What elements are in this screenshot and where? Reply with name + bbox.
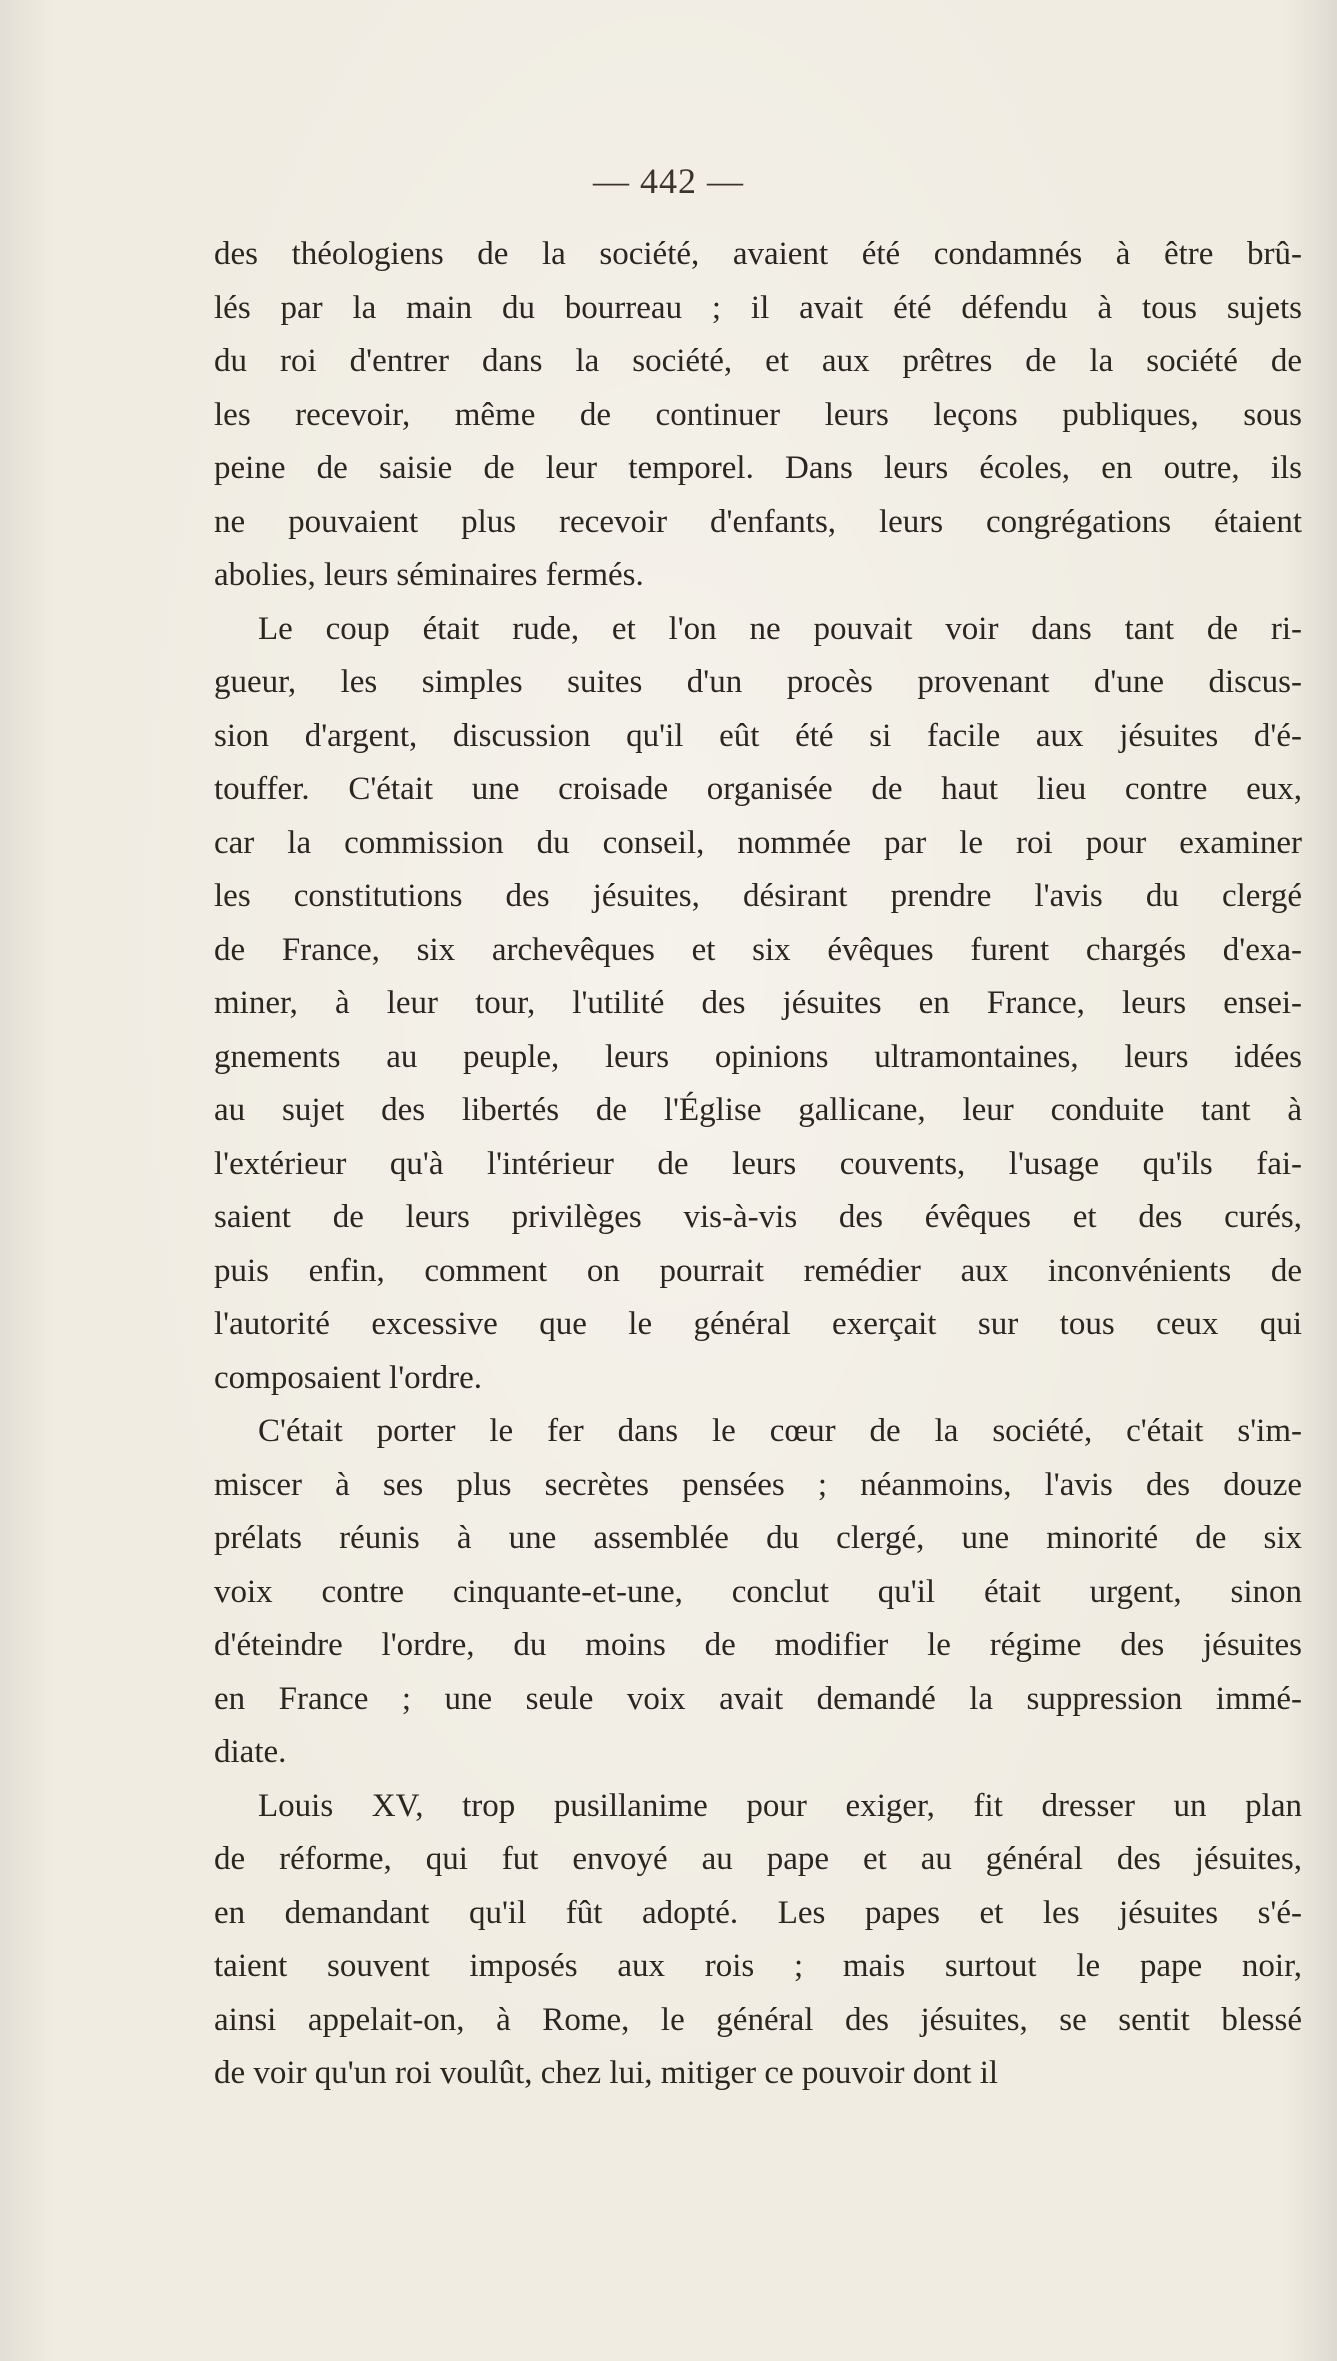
text-line: taient souvent imposés aux rois ; mais surtout le pape noir,	[214, 1948, 1302, 1984]
text-line: car la commission du conseil, nommée par le roi pour examiner	[214, 824, 1302, 861]
text-line: des théologiens de la société, avaient été condamnés à être brû-	[214, 236, 1302, 272]
text-line: en demandant qu'il fût adopté. Les papes et les jésuites s'é-	[214, 1894, 1302, 1931]
text-line: miner, à leur tour, l'utilité des jésuites en France, leurs ensei-	[214, 985, 1302, 1021]
text-line: en France ; une seule voix avait demandé la suppression immé-	[214, 1680, 1302, 1717]
paragraph	[214, 228, 1302, 603]
text-line: ainsi appelait-on, à Rome, le général des jésuites, se sentit blessé	[214, 2001, 1302, 2038]
text-line: gnements au peuple, leurs opinions ultramontaines, leurs idées	[214, 1038, 1302, 1075]
text-line: prélats réunis à une assemblée du clergé, une minorité de six	[214, 1520, 1302, 1556]
text-line: ne pouvaient plus recevoir d'enfants, leurs congrégations étaient	[214, 503, 1302, 540]
text-line: peine de saisie de leur temporel. Dans leurs écoles, en outre, ils	[214, 450, 1302, 486]
text-line: de réforme, qui fut envoyé au pape et au général des jésuites,	[214, 1841, 1302, 1877]
text-line: voix contre cinquante-et-une, conclut qu'il était urgent, sinon	[214, 1573, 1302, 1610]
text-line: lés par la main du bourreau ; il avait été défendu à tous sujets	[214, 289, 1302, 326]
text-line: miscer à ses plus secrètes pensées ; néanmoins, l'avis des douze	[214, 1466, 1302, 1503]
paragraph	[214, 1405, 1302, 1780]
text-line: l'autorité excessive que le général exerçait sur tous ceux qui	[214, 1306, 1302, 1342]
text-line: l'extérieur qu'à l'intérieur de leurs couvents, l'usage qu'ils fai-	[214, 1145, 1302, 1182]
text-line: sion d'argent, discussion qu'il eût été si facile aux jésuites d'é-	[214, 717, 1302, 754]
paragraph	[214, 1780, 1302, 2101]
text-line: au sujet des libertés de l'Église gallicane, leur conduite tant à	[214, 1092, 1302, 1128]
text-line: composaient l'ordre.	[214, 1359, 483, 1396]
text-line: puis enfin, comment on pourrait remédier aux inconvénients de	[214, 1252, 1302, 1289]
paragraph	[214, 603, 1302, 1406]
text-line: de France, six archevêques et six évêques furent chargés d'exa-	[214, 931, 1302, 968]
text-line: gueur, les simples suites d'un procès provenant d'une discus-	[214, 664, 1302, 700]
text-line: saient de leurs privilèges vis-à-vis des évêques et des curés,	[214, 1199, 1302, 1235]
text-line: de voir qu'un roi voulût, chez lui, mitiger ce pouvoir dont il	[214, 2055, 999, 2091]
page-number: — 442 —	[593, 161, 744, 201]
text-line: diate.	[214, 1734, 287, 1770]
body-text	[214, 228, 1302, 2101]
text-line: les constitutions des jésuites, désirant prendre l'avis du clergé	[214, 878, 1302, 914]
text-line: du roi d'entrer dans la société, et aux prêtres de la société de	[214, 343, 1302, 379]
text-line: abolies, leurs séminaires fermés.	[214, 557, 644, 593]
text-line: les recevoir, même de continuer leurs leçons publiques, sous	[214, 396, 1302, 433]
text-line: d'éteindre l'ordre, du moins de modifier le régime des jésuites	[214, 1627, 1302, 1663]
text-line: touffer. C'était une croisade organisée de haut lieu contre eux,	[214, 771, 1302, 807]
text-line: Le coup était rude, et l'on ne pouvait voir dans tant de ri-	[258, 610, 1302, 647]
text-line: C'était porter le fer dans le cœur de la société, c'était s'im-	[258, 1413, 1302, 1449]
text-line: Louis XV, trop pusillanime pour exiger, fit dresser un plan	[258, 1787, 1302, 1824]
